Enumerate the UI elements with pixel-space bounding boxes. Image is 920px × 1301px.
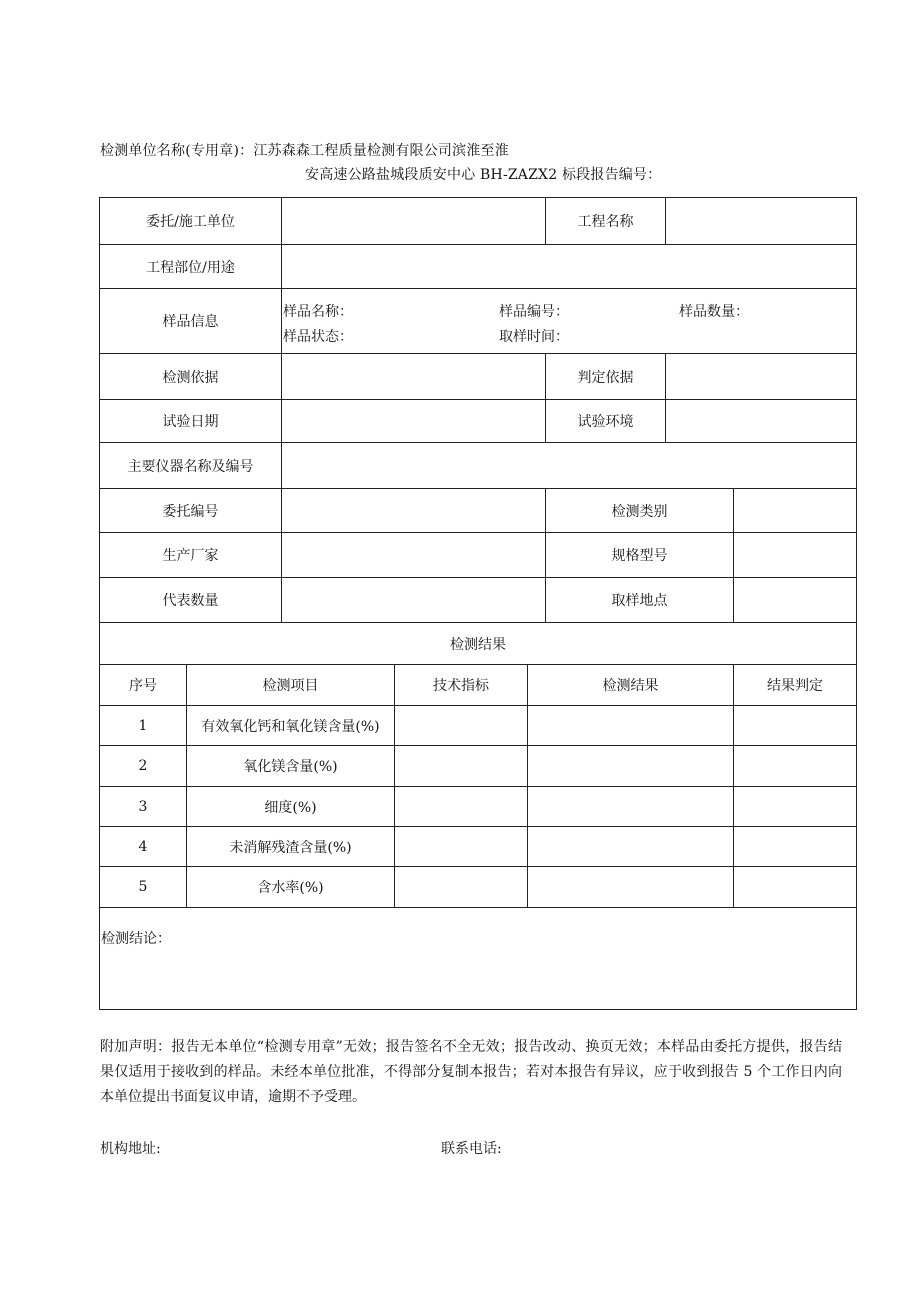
test-date-value bbox=[282, 400, 546, 443]
results-header-no: 序号 bbox=[100, 665, 187, 706]
row-no: 3 bbox=[100, 787, 187, 827]
test-basis-label: 检测依据 bbox=[100, 354, 282, 400]
project-part-value bbox=[282, 245, 857, 289]
quantity-value bbox=[282, 578, 546, 623]
row-result bbox=[528, 827, 734, 867]
results-header-judgement: 结果判定 bbox=[734, 665, 857, 706]
table-row bbox=[100, 746, 857, 787]
sampling-location-value bbox=[734, 578, 857, 623]
project-part-label: 工程部位/用途 bbox=[100, 245, 282, 289]
row-item: 未消解残渣含量(%) bbox=[187, 827, 395, 867]
row-judgement bbox=[734, 746, 857, 787]
sample-info-cell bbox=[282, 289, 857, 354]
row-spec bbox=[395, 746, 528, 787]
test-basis-value bbox=[282, 354, 546, 400]
results-header-spec: 技术指标 bbox=[395, 665, 528, 706]
sample-info-label: 样品信息 bbox=[100, 289, 282, 354]
row-item: 含水率(%) bbox=[187, 867, 395, 908]
sample-time-label: 取样时间： bbox=[499, 329, 569, 345]
row-no: 5 bbox=[100, 867, 187, 908]
additional-declaration: 附加声明：报告无本单位“检测专用章”无效；报告签名不全无效；报告改动、换页无效；本样品由委托方提供，报告结果仅适用于接收到的样品。未经本单位批准，不得部分复制本报告；若对本报告有异议，应于收到报告 5 个工作日内向本单位提出书面复议申请，逾期不予受理。 bbox=[100, 1039, 842, 1105]
test-env-value bbox=[666, 400, 857, 443]
test-category-value bbox=[734, 489, 857, 533]
row-result bbox=[528, 706, 734, 746]
results-header-item: 检测项目 bbox=[187, 665, 395, 706]
quantity-label: 代表数量 bbox=[100, 578, 282, 623]
spec-model-label: 规格型号 bbox=[546, 533, 734, 578]
row-spec bbox=[395, 787, 528, 827]
sample-state-label: 样品状态： bbox=[283, 329, 353, 345]
conclusion-cell bbox=[100, 908, 857, 1010]
row-no: 4 bbox=[100, 827, 187, 867]
test-env-label: 试验环境 bbox=[546, 400, 666, 443]
row-spec bbox=[395, 867, 528, 908]
instrument-label: 主要仪器名称及编号 bbox=[100, 443, 282, 489]
table-row bbox=[100, 787, 857, 827]
commission-no-value bbox=[282, 489, 546, 533]
project-name-value bbox=[666, 198, 857, 245]
sampling-location-label: 取样地点 bbox=[546, 578, 734, 623]
manufacturer-value bbox=[282, 533, 546, 578]
table-row bbox=[100, 706, 857, 746]
table-row bbox=[100, 867, 857, 908]
conclusion-label: 检测结论： bbox=[101, 931, 171, 947]
instrument-value bbox=[282, 443, 857, 489]
row-result bbox=[528, 787, 734, 827]
project-name-label: 工程名称 bbox=[546, 198, 666, 245]
sample-no-label: 样品编号： bbox=[499, 304, 569, 320]
row-item: 氧化镁含量(%) bbox=[187, 746, 395, 787]
results-header-result: 检测结果 bbox=[528, 665, 734, 706]
institution-address-label: 机构地址: bbox=[100, 1141, 161, 1157]
row-judgement bbox=[734, 787, 857, 827]
report-table bbox=[99, 197, 857, 1010]
manufacturer-label: 生产厂家 bbox=[100, 533, 282, 578]
row-spec bbox=[395, 827, 528, 867]
contact-phone-label: 联系电话: bbox=[441, 1141, 502, 1157]
judge-basis-label: 判定依据 bbox=[546, 354, 666, 400]
commission-no-label: 委托编号 bbox=[100, 489, 282, 533]
row-result bbox=[528, 746, 734, 787]
report-header-line2: 安高速公路盐城段质安中心 BH-ZAZX2 标段报告编号： bbox=[305, 167, 662, 183]
sample-qty-label: 样品数量： bbox=[679, 304, 749, 320]
results-title: 检测结果 bbox=[100, 623, 857, 665]
table-row bbox=[100, 827, 857, 867]
test-category-label: 检测类别 bbox=[546, 489, 734, 533]
row-no: 2 bbox=[100, 746, 187, 787]
sample-name-label: 样品名称： bbox=[283, 304, 353, 320]
row-judgement bbox=[734, 867, 857, 908]
row-judgement bbox=[734, 706, 857, 746]
spec-model-value bbox=[734, 533, 857, 578]
row-judgement bbox=[734, 827, 857, 867]
row-spec bbox=[395, 706, 528, 746]
test-date-label: 试验日期 bbox=[100, 400, 282, 443]
client-label: 委托/施工单位 bbox=[100, 198, 282, 245]
judge-basis-value bbox=[666, 354, 857, 400]
row-item: 细度(%) bbox=[187, 787, 395, 827]
client-value bbox=[282, 198, 546, 245]
row-item: 有效氧化钙和氧化镁含量(%) bbox=[187, 706, 395, 746]
row-result bbox=[528, 867, 734, 908]
report-header-line1: 检测单位名称(专用章)：江苏森森工程质量检测有限公司滨淮至淮 bbox=[100, 143, 509, 159]
row-no: 1 bbox=[100, 706, 187, 746]
